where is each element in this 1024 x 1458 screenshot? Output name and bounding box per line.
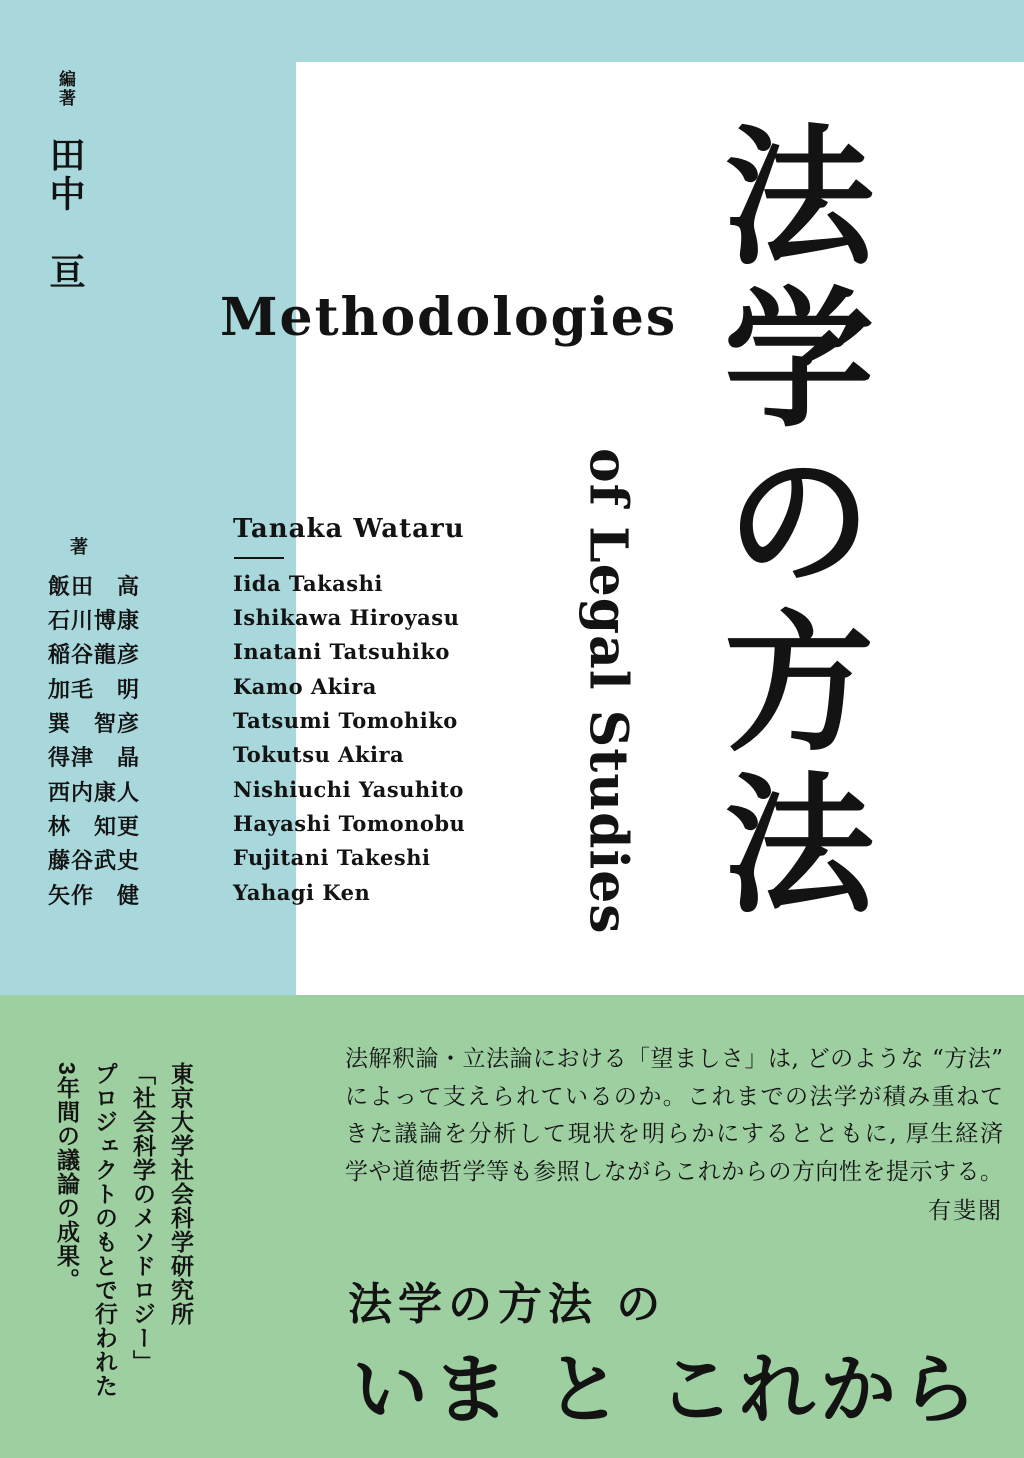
author-name-jp: 矢作 健 [48,883,141,908]
editor-label: 編著 [56,70,75,108]
description-line: 学や道徳哲学等も参照しながらこれからの方向性を提示する。 [345,1158,1004,1185]
author-name-jp: 加毛 明 [48,677,141,702]
author-row [48,810,488,840]
subtitle-english: of Legal Studies [577,448,639,935]
project-note-line: 東京大学社会科学研究所 [168,1062,194,1326]
title-english: Methodologies [220,287,678,348]
description-line: によって支えられているのか。これまでの法学が積み重ねて [345,1083,1003,1110]
author-name-jp: 巽 智彦 [48,711,141,736]
description-line: きた議論を分析して現状を明らかにするとともに, 厚生経済 [345,1121,1003,1147]
author-name-jp: 得津 晶 [48,745,141,770]
author-name-romaji: Fujitani Takeshi [233,845,431,870]
author-name-romaji: Tokutsu Akira [233,742,405,767]
author-row [48,776,488,806]
author-name-romaji: Kamo Akira [233,674,377,699]
title-japanese: 法学の方法 [702,118,870,928]
catch-copy-line2: いま と これから [352,1345,982,1434]
author-name-romaji: Inatani Tatsuhiko [233,639,450,664]
author-row [48,673,488,703]
divider-rule [234,557,284,559]
publisher-name: 有斐閣 [928,1198,1003,1224]
description-line: 法解釈論・立法論における「望ましさ」は, どのような “方法” [345,1046,1003,1072]
author-name-jp: 藤谷武史 [48,848,141,873]
author-name-romaji: Tatsumi Tomohiko [233,708,458,733]
author-name-jp: 西内康人 [48,780,141,805]
author-name-jp: 飯田 高 [48,574,141,599]
author-row [48,844,488,874]
author-name-jp: 林 知更 [48,814,141,839]
project-note-line: プロジェクトのもとで行われた [92,1062,118,1398]
author-name-jp: 石川博康 [48,608,141,633]
author-row [48,741,488,771]
author-row [48,570,488,600]
author-row [48,604,488,634]
author-row [48,707,488,737]
project-note-line: 3年間の議論の成果。 [54,1062,80,1292]
project-note [46,1062,200,1402]
author-row [48,879,488,909]
author-name-romaji: Nishiuchi Yasuhito [233,777,464,802]
author-name-romaji: Hayashi Tomonobu [233,811,466,836]
catch-copy-line1: 法学の方法 の [348,1280,667,1329]
editor-name: 田中 亘 [45,136,86,293]
author-name-romaji: Yahagi Ken [233,880,371,905]
editor-block [45,70,86,390]
project-note-line: 「社会科学のメソドロジー」 [130,1062,156,1374]
description-paragraph [345,1041,1003,1191]
author-name-romaji: Iida Takashi [233,571,383,596]
author-name-jp: 稲谷龍彦 [48,642,141,667]
authors-label: 著 [70,537,88,557]
author-name-romaji: Ishikawa Hiroyasu [233,605,460,630]
editor-romaji: Tanaka Wataru [233,514,465,544]
author-row [48,638,488,668]
authors-block [48,512,488,912]
